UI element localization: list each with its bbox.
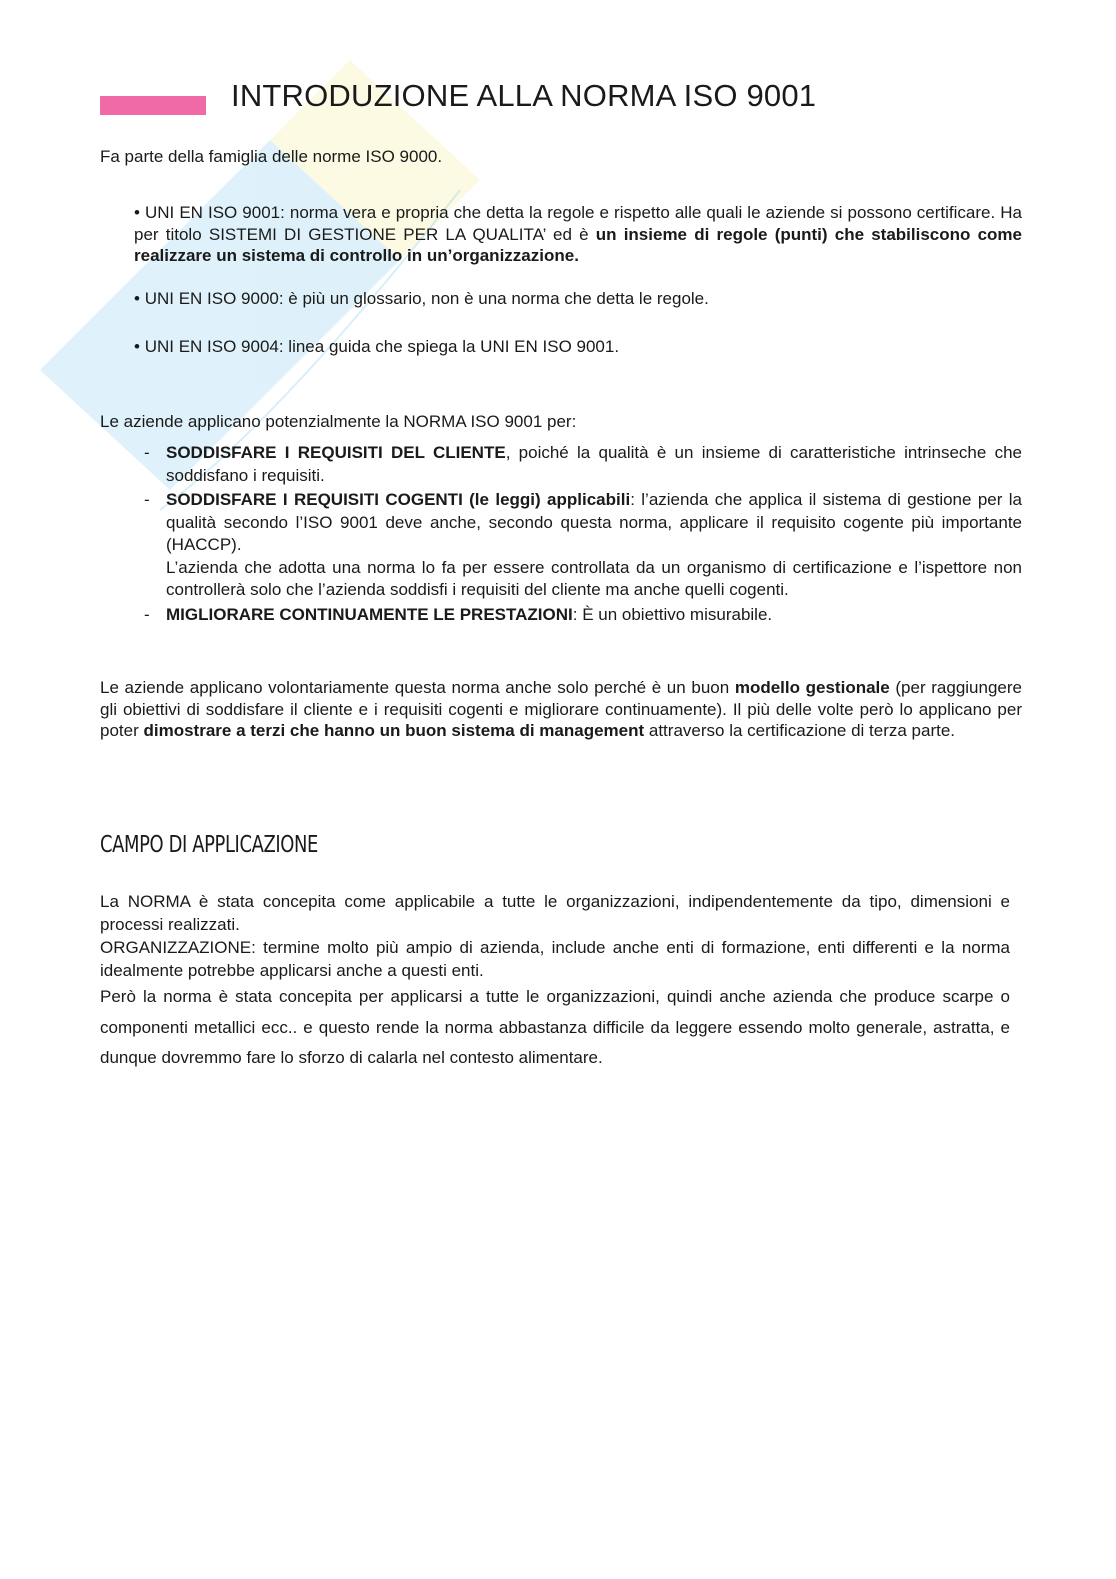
list-item <box>140 442 1022 487</box>
bullet-iso-9004 <box>134 336 1022 358</box>
bullet-iso-9000 <box>134 288 1022 310</box>
bullet-iso-9001 <box>134 202 1022 267</box>
dash-marker: - <box>144 604 150 624</box>
bullet-marker: • <box>134 337 140 356</box>
list-item-extra: L’azienda che adotta una norma lo fa per essere controllata da un organismo di certificazione e l’ispettore non controllerà solo che l’azienda soddisfi i requisiti del cliente ma anche quelli cogenti. <box>166 557 1022 599</box>
section-title: CAMPO DI APPLICAZIONE <box>100 832 318 858</box>
voluntary-bold-2: dimostrare a terzi che hanno un buon sistema di management <box>143 721 645 740</box>
voluntary-paragraph <box>100 677 1022 742</box>
dash-marker: - <box>144 443 150 462</box>
bullet-marker: • <box>134 203 140 222</box>
apply-lead-paragraph: Le aziende applicano potenzialmente la NORMA ISO 9001 per: <box>100 412 577 431</box>
list-item-bold: SODDISFARE I REQUISITI DEL CLIENTE <box>166 443 506 462</box>
title-accent-bar <box>100 96 206 115</box>
bullet-text: UNI EN ISO 9001: norma vera e propria che detta la regole e rispetto alle quali le aziende si possono certificare. Ha per titolo SISTEMI DI GESTIONE PER LA QUALITA’ ed è <box>134 203 1022 244</box>
bullet-text: UNI EN ISO 9004: linea guida che spiega la UNI EN ISO 9001. <box>144 337 620 356</box>
list-item-text: : È un obiettivo misurabile. <box>572 604 773 624</box>
list-item-bold: MIGLIORARE CONTINUAMENTE LE PRESTAZIONI <box>166 604 573 624</box>
voluntary-bold-1: modello gestionale <box>734 678 890 697</box>
campo-text-2: ORGANIZZAZIONE: termine molto più ampio di azienda, include anche enti di formazione, enti differenti e la norma idealmente potrebbe applicarsi anche a questi enti. <box>100 938 1010 980</box>
campo-text-3: Però la norma è stata concepita per applicarsi a tutte le organizzazioni, quindi anche azienda che produce scarpe o componenti metallici ecc.. e questo rende la norma abbastanza difficile da leggere essendo molto generale, astratta, e dunque dovremmo fare lo sforzo di calarla nel contesto alimentare. <box>100 987 1010 1067</box>
intro-paragraph: Fa parte della famiglia delle norme ISO 9000. <box>100 147 443 166</box>
list-item-text: , poiché la qualità è un insieme di caratteristiche intrinseche che soddisfano i requisiti. <box>166 443 1022 485</box>
page-title: INTRODUZIONE ALLA NORMA ISO 9001 <box>231 78 817 113</box>
voluntary-text-1: Le aziende applicano volontariamente questa norma anche solo perché è un buon <box>100 678 735 697</box>
watermark-shape-blue <box>40 140 400 490</box>
bullet-bold-text: un insieme di regole (punti) che stabiliscono come realizzare un sistema di controllo in un’organizzazione. <box>134 224 1023 265</box>
dash-marker: - <box>144 490 150 509</box>
voluntary-text-2: (per raggiungere gli obiettivi di soddisfare il cliente e i requisiti cogenti e migliorare continuamente). Il più delle volte però lo applicano per poter <box>100 678 1022 740</box>
campo-paragraph <box>100 890 1010 1074</box>
list-item-text: : l’azienda che applica il sistema di gestione per la qualità secondo l’ISO 9001 deve anche, secondo questa norma, applicare il requisito cogente più importante (HACCP). <box>166 490 1022 554</box>
bullet-text: UNI EN ISO 9000: è più un glossario, non è una norma che detta le regole. <box>144 289 709 308</box>
campo-text-1: La NORMA è stata concepita come applicabile a tutte le organizzazioni, indipendentemente da tipo, dimensioni e processi realizzati. <box>100 892 1010 934</box>
voluntary-text-3: attraverso la certificazione di terza parte. <box>644 721 956 740</box>
list-item-bold: SODDISFARE I REQUISITI COGENTI (le leggi) applicabili <box>166 490 631 509</box>
reasons-list <box>140 442 1022 628</box>
list-item <box>140 604 1022 627</box>
bullet-marker: • <box>134 289 140 308</box>
list-item <box>140 489 1022 602</box>
